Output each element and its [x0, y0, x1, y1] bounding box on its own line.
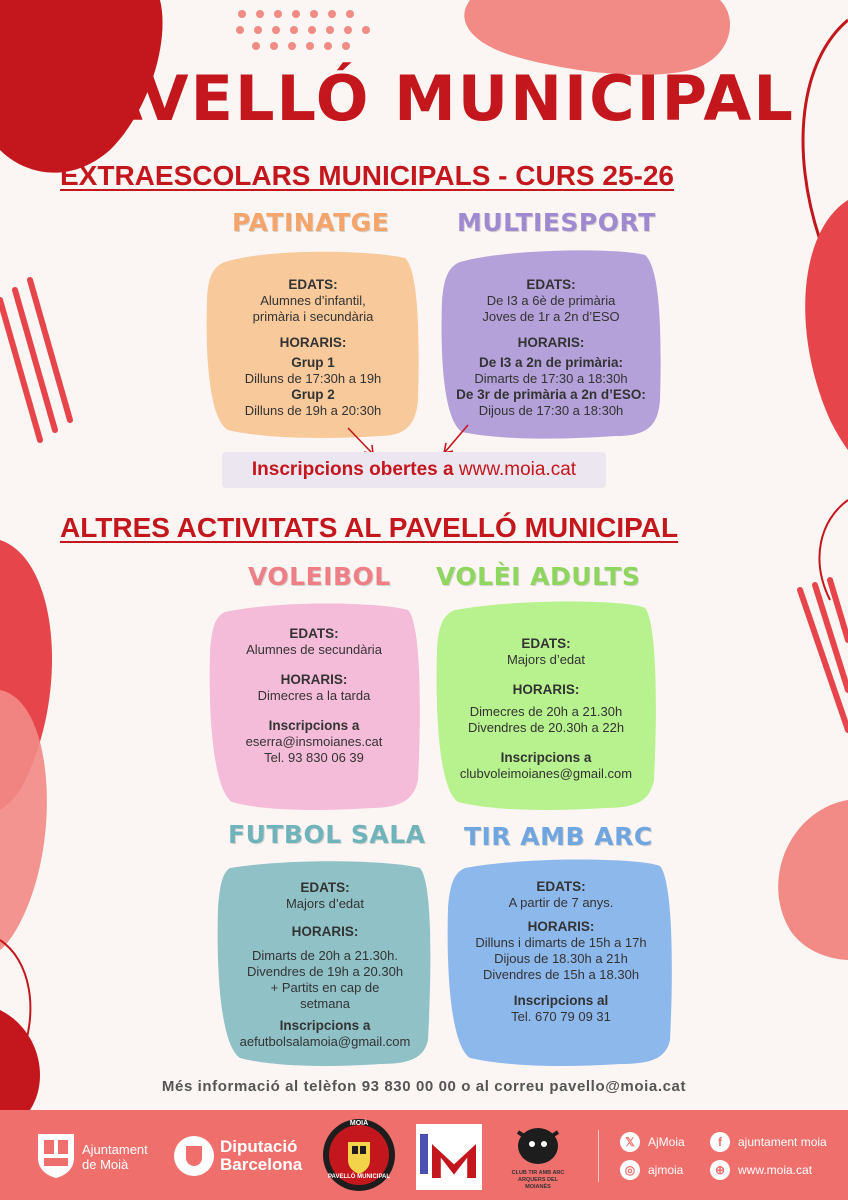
schedule-line: Dilluns de 17:30h a 19h — [244, 371, 382, 386]
dots-top — [236, 10, 370, 50]
stripes-left — [0, 280, 70, 440]
logo-line: ARQUERS DEL — [517, 1177, 559, 1183]
group-label: De 3r de primària a 2n d’ESO: — [456, 387, 646, 402]
group-label: Grup 2 — [291, 387, 335, 402]
facebook-icon: f — [710, 1132, 730, 1152]
edats-line: De I3 a 6è de primària — [486, 293, 616, 308]
section-heading-altres-activitats: ALTRES ACTIVITATS AL PAVELLÓ MUNICIPAL — [60, 512, 679, 543]
club-tir-amb-arc-logo — [510, 1122, 566, 1170]
stripes-right — [800, 580, 848, 730]
group-label: Grup 1 — [291, 355, 335, 370]
edats-line: A partir de 7 anys. — [508, 895, 614, 910]
edats-line: primària i secundària — [252, 309, 374, 324]
ajuntament-shield-icon — [36, 1132, 76, 1178]
edats-line: Majors d’edat — [285, 896, 365, 911]
card-futbol-sala — [220, 868, 430, 1062]
logo-line: MOIANÈS — [525, 1184, 551, 1190]
website-link[interactable] — [710, 1160, 812, 1180]
edats-label: EDATS: — [289, 626, 339, 641]
logo-line: Ajuntament — [82, 1142, 148, 1157]
more-info: Més informació al telèfon 93 830 00 00 o al correu pavello@moia.cat — [161, 1078, 687, 1095]
email-link[interactable]: aefutbolsalamoia@gmail.com — [239, 1034, 411, 1049]
diputacio-emblem-icon — [174, 1136, 214, 1176]
blob-right-lower — [778, 800, 848, 960]
edats-label: EDATS: — [300, 880, 350, 895]
inscriptions-label: Inscripcions a — [279, 1018, 371, 1033]
pavello-logo-top: MOIÀ — [349, 1120, 369, 1127]
schedule-line: Dimecres de 20h a 21.30h — [469, 704, 623, 719]
x-twitter-icon: 𝕏 — [620, 1132, 640, 1152]
schedule-line: Dilluns de 19h a 20:30h — [244, 403, 382, 418]
edats-line: Joves de 1r a 2n d’ESO — [482, 309, 620, 324]
logo-line: de Moià — [82, 1157, 129, 1172]
edats-line: Alumnes de secundària — [246, 642, 382, 657]
schedule-line: Divendres de 19h a 20.30h — [246, 964, 404, 979]
inscriptions-link[interactable]: www.moia.cat — [458, 459, 577, 480]
footer-divider — [598, 1130, 599, 1182]
horaris-label: HORARIS: — [512, 682, 580, 697]
inscriptions-banner — [222, 452, 606, 488]
schedule-line: setmana — [300, 996, 350, 1011]
blob-right-1 — [805, 200, 848, 450]
schedule-line: Dilluns i dimarts de 15h a 17h — [475, 935, 647, 950]
schedule-line: Divendres de 20.30h a 22h — [467, 720, 625, 735]
footer — [0, 1110, 848, 1200]
schedule-line: Dijous de 17:30 a 18:30h — [478, 403, 624, 418]
logo-line: CLUB TIR AMB ARC — [511, 1170, 565, 1176]
facebook-link[interactable] — [710, 1132, 827, 1152]
phone-number: Tel. 93 830 06 39 — [264, 750, 364, 765]
inscriptions-label: Inscripcions a — [268, 718, 360, 733]
activity-title-multiesport: MULTIESPORT — [457, 208, 656, 237]
schedule-line: Dijous de 18.30h a 21h — [494, 951, 628, 966]
im-logo — [416, 1124, 482, 1190]
edats-label: EDATS: — [521, 636, 571, 651]
section-heading-extraescolars: EXTRAESCOLARS MUNICIPALS - CURS 25-26 — [60, 160, 675, 191]
ajuntament-logo-text — [82, 1142, 148, 1172]
inscriptions-text: Inscripcions obertes a — [251, 459, 459, 480]
horaris-label: HORARIS: — [527, 919, 595, 934]
edats-label: EDATS: — [536, 879, 586, 894]
activity-title-voleibol: VOLEIBOL — [248, 562, 391, 591]
schedule-line: Dimarts de 17:30 a 18:30h — [474, 371, 628, 386]
edats-line: Majors d’edat — [506, 652, 586, 667]
horaris-label: HORARIS: — [291, 924, 359, 939]
pavello-logo-bottom: PAVELLÓ MUNICIPAL — [328, 1174, 390, 1180]
activity-title-patinatge: PATINATGE — [232, 208, 390, 237]
edats-label: EDATS: — [526, 277, 576, 292]
twitter-handle: AjMoia — [648, 1135, 685, 1149]
card-tir-amb-arc — [452, 864, 670, 1040]
horaris-label: HORARIS: — [280, 672, 348, 687]
logo-line: Barcelona — [220, 1155, 303, 1174]
schedule-line: + Partits en cap de — [270, 980, 380, 995]
facebook-handle: ajuntament moia — [738, 1135, 827, 1149]
instagram-handle: ajmoia — [648, 1163, 684, 1177]
card-volei-adults — [440, 612, 652, 806]
edats-line: Alumnes d’infantil, — [260, 293, 366, 308]
twitter-link[interactable] — [620, 1132, 685, 1152]
instagram-link[interactable] — [620, 1160, 683, 1180]
inscriptions-label: Inscripcions a — [500, 750, 592, 765]
club-logo-text — [500, 1170, 576, 1191]
globe-icon: ⊕ — [710, 1160, 730, 1180]
pavello-municipal-logo — [322, 1118, 396, 1192]
schedule-line: Dimarts de 20h a 21.30h. — [252, 948, 398, 963]
card-multiesport — [444, 262, 658, 434]
horaris-label: HORARIS: — [517, 335, 585, 350]
email-link[interactable]: eserra@insmoianes.cat — [245, 734, 383, 749]
inscriptions-label: Inscripcions al — [513, 993, 609, 1008]
diputacio-logo-text — [220, 1138, 302, 1174]
email-link[interactable]: clubvoleimoianes@gmail.com — [459, 766, 633, 781]
page-title: PAVELLÓ MUNICIPAL — [53, 62, 795, 135]
schedule-line: Divendres de 15h a 18.30h — [482, 967, 640, 982]
instagram-icon: ◎ — [620, 1160, 640, 1180]
activity-title-volei-adults: VOLÈI ADULTS — [436, 562, 641, 591]
horaris-label: HORARIS: — [279, 335, 347, 350]
phone-number: Tel. 670 79 09 31 — [511, 1009, 611, 1024]
edats-label: EDATS: — [288, 277, 338, 292]
logo-line: Diputació — [220, 1137, 298, 1156]
schedule-line: Dimecres a la tarda — [257, 688, 371, 703]
card-voleibol — [212, 612, 416, 806]
activity-title-tir-amb-arc: TIR AMB ARC — [464, 822, 653, 851]
group-label: De I3 a 2n de primària: — [478, 355, 624, 370]
activity-title-futbol-sala: FUTBOL SALA — [228, 820, 426, 849]
card-patinatge — [210, 262, 416, 434]
website-url: www.moia.cat — [738, 1163, 813, 1177]
